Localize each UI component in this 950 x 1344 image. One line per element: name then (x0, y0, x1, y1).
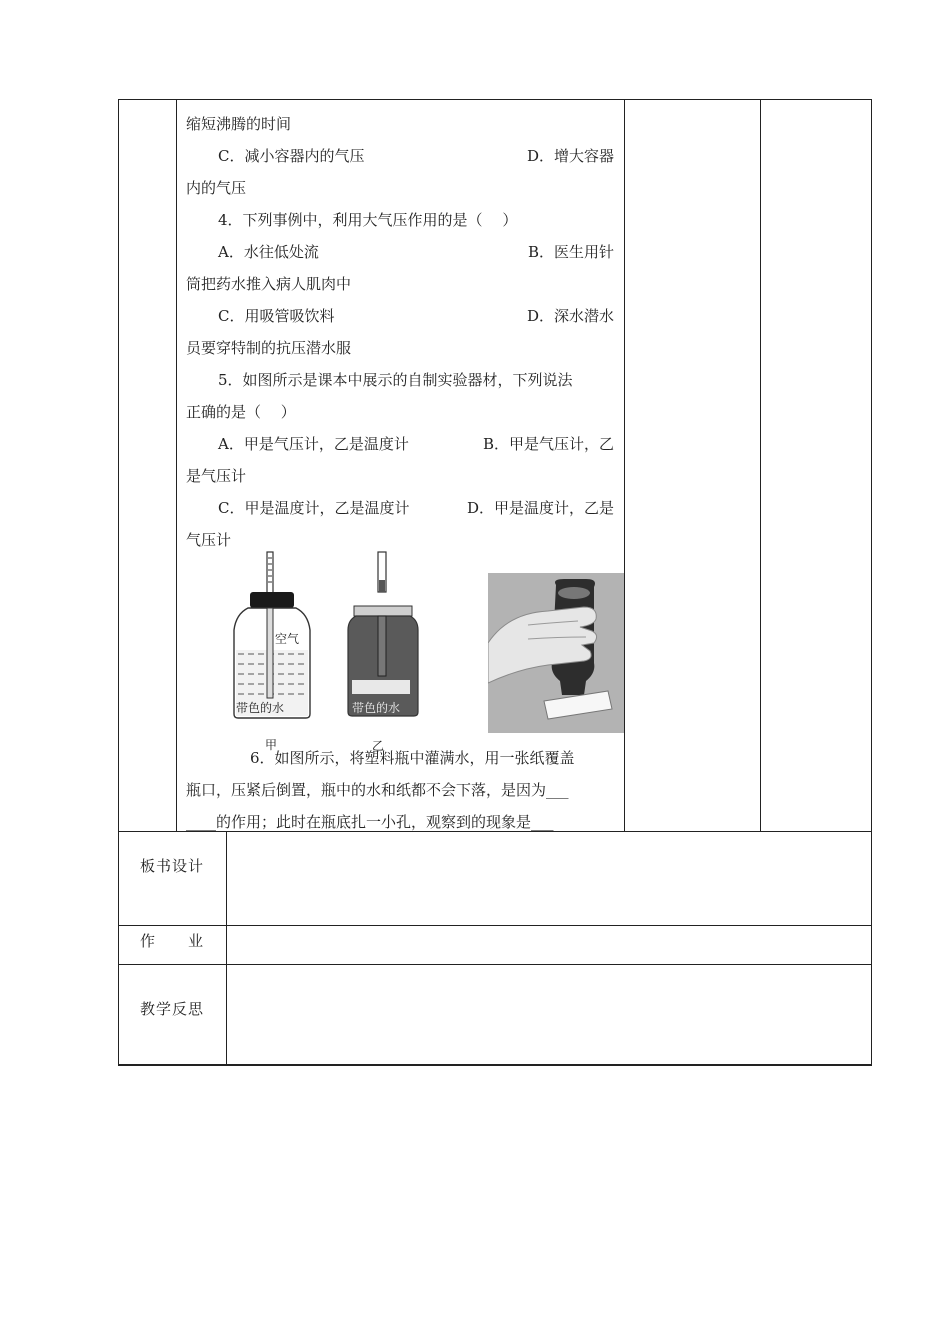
jar-a-water-label: 带色的水 (236, 701, 285, 715)
text-line: A．甲是气压计，乙是温度计 B．甲是气压计，乙 (218, 435, 614, 453)
table-border-left (118, 99, 119, 1065)
text-line: C．甲是温度计，乙是温度计 D．甲是温度计，乙是 (218, 499, 614, 517)
q6-line-2: 瓶口，压紧后倒置，瓶中的水和纸都不会下落，是因为___ (186, 781, 569, 799)
jar-a-air-label: 空气 (275, 632, 300, 646)
reflection-label: 教学反思 (140, 1000, 205, 1018)
text-line: C．减小容器内的气压 D．增大容器 (218, 147, 614, 165)
table-border-right (871, 99, 872, 1065)
text-line: 内的气压 (186, 179, 247, 197)
column-divider-2 (624, 99, 625, 831)
homework-label: 作 业 (140, 932, 205, 950)
column-divider-1 (176, 99, 177, 831)
text-line: 筒把药水推入病人肌肉中 (186, 275, 352, 293)
text-line: 气压计 (186, 531, 232, 549)
question-content (186, 108, 622, 556)
text-line: A．水往低处流 B．医生用针 (218, 243, 614, 261)
text-line: 5．如图所示是课本中展示的自制实验器材，下列说法 (218, 371, 573, 389)
jar-b-figure (344, 550, 422, 720)
label-column-divider (226, 831, 227, 1065)
text-line: 缩短沸腾的时间 (186, 115, 292, 133)
jar-b-water-label: 带色的水 (352, 701, 401, 715)
text-line: 4．下列事例中，利用大气压作用的是（ ） (218, 211, 518, 229)
row-divider-homework (118, 925, 872, 926)
figure-label-b: 乙 (372, 739, 385, 753)
text-line: C．用吸管吸饮料 D．深水潜水 (218, 307, 614, 325)
inverted-bottle-photo (488, 573, 624, 733)
q6-line-1: 6．如图所示，将塑料瓶中灌满水，用一张纸覆盖 (250, 749, 575, 767)
figure-label-a: 甲 (265, 738, 278, 752)
text-line: 正确的是（ ） (186, 403, 296, 421)
table-border-top (118, 99, 872, 100)
board-design-label: 板书设计 (140, 857, 205, 875)
row-divider-reflection (118, 964, 872, 965)
jar-a-figure (228, 550, 314, 720)
table-border-bottom (118, 1064, 872, 1066)
q6-line-3: ____的作用；此时在瓶底扎一小孔，观察到的现象是___ (186, 813, 554, 831)
text-line: 员要穿特制的抗压潜水服 (186, 339, 352, 357)
text-line: 是气压计 (186, 467, 247, 485)
column-divider-3 (760, 99, 761, 831)
